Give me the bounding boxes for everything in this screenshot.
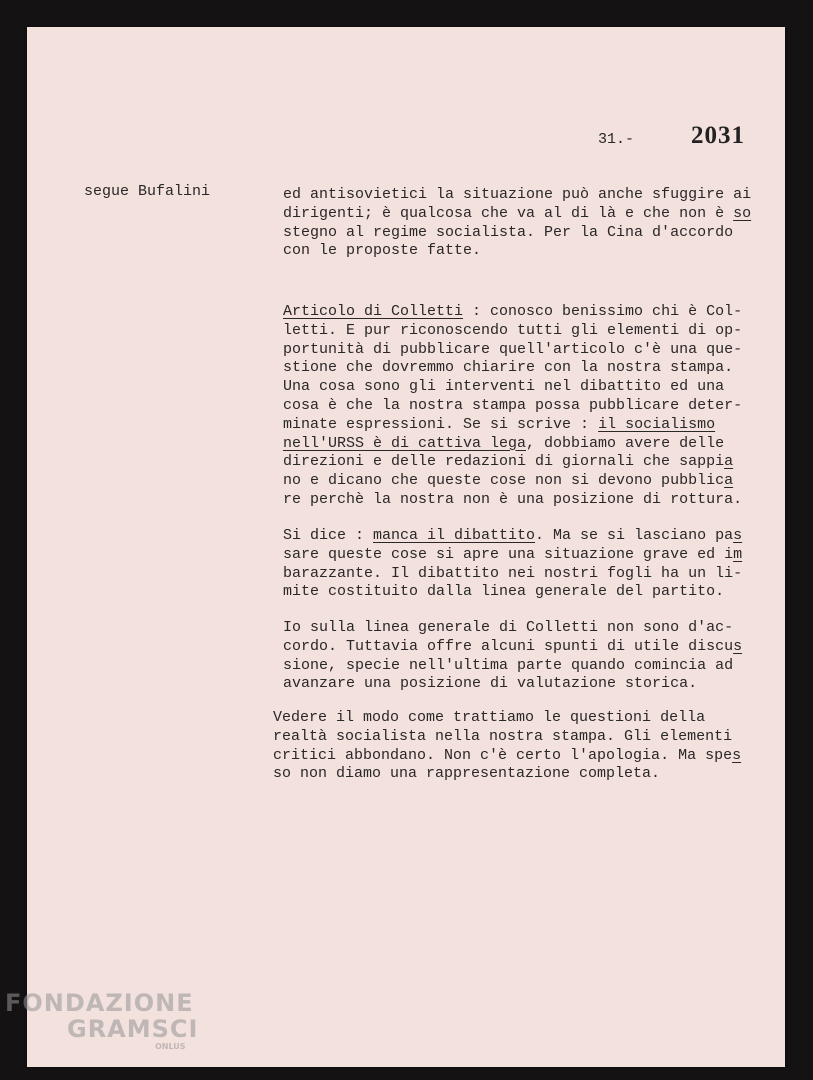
text-line — [283, 565, 742, 584]
text-segment: stegno al regime socialista. Per la Cina d'accordo — [283, 223, 734, 241]
text-segment: ed antisovietici la situazione può anche sfuggire ai — [283, 186, 752, 203]
text-segment: sare queste cose si apre una situazione grave ed i — [283, 545, 734, 563]
paragraph-4 — [283, 619, 742, 694]
speaker-label: segue Bufalini — [84, 183, 211, 200]
text-segment: cordo. Tuttavia offre alcuni spunti di utile discu — [283, 637, 734, 655]
text-line — [283, 322, 742, 341]
underlined-text: a — [724, 453, 734, 471]
page-number: 31.- — [598, 131, 635, 148]
text-line — [283, 619, 742, 638]
text-segment: . Ma se si lasciano pa — [535, 527, 734, 544]
underlined-text: s — [732, 746, 742, 764]
paragraph-5 — [273, 709, 741, 784]
text-line — [273, 747, 741, 766]
text-line — [283, 527, 742, 546]
text-segment: avanzare una posizione di valutazione storica. — [283, 675, 698, 693]
text-line — [273, 728, 741, 747]
text-segment: : conosco benissimo chi è Col- — [463, 303, 743, 320]
text-line — [283, 341, 742, 360]
paragraph-1 — [283, 186, 751, 261]
text-segment: direzioni e delle redazioni di giornali che sappi — [283, 453, 725, 471]
underlined-text: s — [733, 637, 743, 655]
text-segment: barazzante. Il dibattito nei nostri fogli ha un li- — [283, 564, 743, 582]
text-segment: Io sulla linea generale di Colletti non sono d'ac- — [283, 619, 734, 636]
underlined-text: so — [733, 204, 752, 222]
archive-stamp-number: 2031 — [691, 122, 745, 149]
text-segment: Vedere il modo come trattiamo le questioni della — [273, 709, 706, 726]
text-segment: Una cosa sono gli interventi nel dibattito ed una — [283, 378, 725, 396]
text-segment: cosa è che la nostra stampa possa pubblicare deter- — [283, 396, 743, 414]
text-line — [283, 359, 742, 378]
underlined-text: m — [733, 545, 743, 563]
text-line — [283, 224, 751, 243]
text-line — [273, 765, 741, 784]
text-line — [283, 205, 751, 224]
document-page — [27, 27, 785, 1067]
text-line — [283, 453, 742, 472]
watermark-line-1: FONDAZIONE — [5, 989, 194, 1017]
text-line — [283, 638, 742, 657]
paragraph-2 — [283, 303, 742, 510]
text-segment: so non diamo una rappresentazione completa. — [273, 765, 661, 783]
text-segment: letti. E pur riconoscendo tutti gli elementi di op- — [283, 321, 743, 339]
text-segment: Si dice : — [283, 527, 374, 544]
text-segment: realtà socialista nella nostra stampa. Gli elementi — [273, 727, 733, 745]
text-line — [283, 242, 751, 261]
text-segment: re perchè la nostra non è una posizione di rottura. — [283, 490, 743, 508]
underlined-text: a — [724, 472, 734, 490]
text-line — [283, 491, 742, 510]
text-line — [283, 397, 742, 416]
watermark-line-2: GRAMSCI — [67, 1015, 199, 1043]
text-segment: stione che dovremmo chiarire con la nostra stampa. — [283, 359, 734, 377]
text-line — [283, 186, 751, 205]
underlined-text: Articolo di Colletti — [283, 303, 464, 320]
watermark-small: ONLUS — [155, 1042, 186, 1051]
text-line — [283, 657, 742, 676]
underlined-text: s — [733, 527, 743, 544]
text-line — [273, 709, 741, 728]
text-line — [283, 546, 742, 565]
text-line — [283, 416, 742, 435]
text-segment: , dobbiamo avere delle — [526, 434, 725, 452]
underlined-text: nell'URSS è di cattiva lega — [283, 434, 527, 452]
text-segment: critici abbondano. Non c'è certo l'apologia. Ma spe — [273, 746, 733, 764]
text-line — [283, 472, 742, 491]
text-segment: mite costituito dalla linea generale del partito. — [283, 583, 725, 601]
text-line — [283, 583, 742, 602]
text-segment: no e dicano che queste cose non si devono pubblic — [283, 472, 725, 490]
underlined-text: il socialismo — [598, 415, 716, 433]
text-line — [283, 378, 742, 397]
text-segment: sione, specie nell'ultima parte quando comincia ad — [283, 656, 734, 674]
underlined-text: manca il dibattito — [373, 527, 536, 544]
fondazione-gramsci-watermark — [5, 990, 198, 1052]
text-segment: minate espressioni. Se si scrive : — [283, 415, 599, 433]
text-segment: portunità di pubblicare quell'articolo c'è una que- — [283, 340, 743, 358]
text-line — [283, 303, 742, 322]
text-line — [283, 435, 742, 454]
text-line — [283, 675, 742, 694]
paragraph-3 — [283, 527, 742, 602]
text-segment: con le proposte fatte. — [283, 242, 482, 260]
text-segment: dirigenti; è qualcosa che va al di là e che non è — [283, 204, 734, 222]
